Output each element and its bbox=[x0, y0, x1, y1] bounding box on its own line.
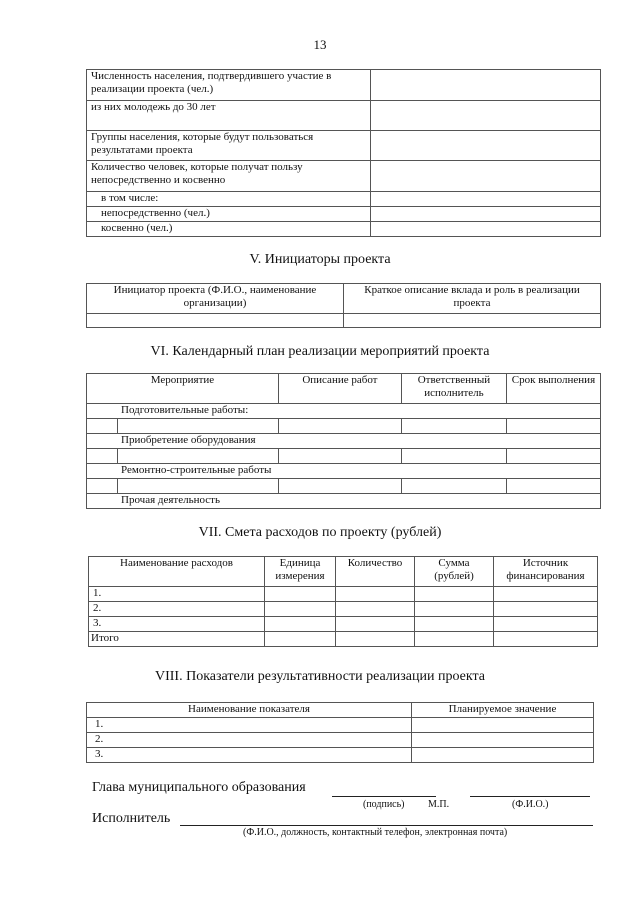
executor-line[interactable] bbox=[180, 825, 593, 826]
fio-line[interactable] bbox=[470, 796, 590, 797]
budget-table bbox=[88, 556, 598, 647]
table-cell[interactable] bbox=[412, 718, 594, 733]
table-cell[interactable] bbox=[87, 479, 118, 494]
value-cell[interactable] bbox=[371, 101, 601, 131]
table-cell[interactable] bbox=[118, 419, 279, 434]
column-header: Планируемое значение bbox=[412, 703, 594, 718]
table-cell[interactable] bbox=[336, 602, 415, 617]
table-cell[interactable] bbox=[278, 479, 401, 494]
section-title: VII. Смета расходов по проекту (рублей) bbox=[198, 525, 442, 540]
calendar-plan-table bbox=[86, 373, 601, 509]
table-cell[interactable] bbox=[415, 632, 494, 647]
total-label: Итого bbox=[89, 632, 265, 647]
table-cell[interactable] bbox=[506, 419, 600, 434]
column-header: Краткое описание вклада и роль в реализации проекта bbox=[344, 284, 601, 314]
table-cell[interactable] bbox=[494, 617, 598, 632]
table-cell[interactable] bbox=[412, 748, 594, 763]
table-cell: косвенно (чел.) bbox=[87, 222, 371, 237]
table-cell[interactable] bbox=[336, 587, 415, 602]
table-cell: непосредственно (чел.) bbox=[87, 207, 371, 222]
table-cell: Группы населения, которые будут пользоваться результатами проекта bbox=[87, 131, 371, 161]
group-row: Подготовительные работы: bbox=[87, 404, 601, 419]
table-cell[interactable] bbox=[265, 587, 336, 602]
table-cell[interactable] bbox=[336, 632, 415, 647]
column-header: Источник финансирования bbox=[494, 557, 598, 587]
stamp-caption: М.П. bbox=[428, 799, 450, 810]
fio-caption: (Ф.И.О.) bbox=[512, 799, 549, 810]
value-cell[interactable] bbox=[371, 70, 601, 101]
table-cell[interactable] bbox=[278, 419, 401, 434]
table-cell[interactable] bbox=[87, 419, 118, 434]
table-cell[interactable] bbox=[344, 314, 601, 328]
table-cell: 3. bbox=[89, 617, 265, 632]
table-cell[interactable] bbox=[265, 632, 336, 647]
table-cell: из них молодежь до 30 лет bbox=[87, 101, 371, 131]
group-row: Ремонтно-строительные работы bbox=[87, 464, 601, 479]
column-header: Наименование расходов bbox=[89, 557, 265, 587]
executor-label: Исполнитель bbox=[92, 811, 171, 826]
table-cell[interactable] bbox=[494, 632, 598, 647]
column-header: Инициатор проекта (Ф.И.О., наименование организации) bbox=[87, 284, 344, 314]
section-title: VIII. Показатели результативности реализации проекта bbox=[155, 669, 485, 684]
group-row: Прочая деятельность bbox=[87, 494, 601, 509]
table-cell: 2. bbox=[89, 602, 265, 617]
table-cell[interactable] bbox=[415, 617, 494, 632]
table-cell: 1. bbox=[87, 718, 412, 733]
table-cell[interactable] bbox=[265, 617, 336, 632]
table-cell[interactable] bbox=[87, 449, 118, 464]
signature-caption: (подпись) bbox=[363, 799, 405, 810]
value-cell[interactable] bbox=[371, 222, 601, 237]
table-cell: 1. bbox=[89, 587, 265, 602]
table-cell[interactable] bbox=[336, 617, 415, 632]
table-cell[interactable] bbox=[278, 449, 401, 464]
table-cell[interactable] bbox=[415, 587, 494, 602]
section-title: V. Инициаторы проекта bbox=[249, 252, 391, 267]
table-cell[interactable] bbox=[401, 449, 506, 464]
column-header: Количество bbox=[336, 557, 415, 587]
value-cell[interactable] bbox=[371, 192, 601, 207]
column-header: Срок выполнения bbox=[506, 374, 600, 404]
table-cell: в том числе: bbox=[87, 192, 371, 207]
column-header: Мероприятие bbox=[87, 374, 279, 404]
table-cell[interactable] bbox=[415, 602, 494, 617]
signature-line[interactable] bbox=[332, 796, 436, 797]
head-label: Глава муниципального образования bbox=[92, 780, 306, 795]
indicators-table bbox=[86, 702, 594, 763]
table-cell[interactable] bbox=[118, 449, 279, 464]
table-cell: 3. bbox=[87, 748, 412, 763]
table-cell[interactable] bbox=[401, 419, 506, 434]
table-cell[interactable] bbox=[506, 479, 600, 494]
table-cell[interactable] bbox=[87, 314, 344, 328]
table-cell: Количество человек, которые получат пользу непосредственно и косвенно bbox=[87, 161, 371, 192]
table-cell[interactable] bbox=[401, 479, 506, 494]
table-cell: 2. bbox=[87, 733, 412, 748]
initiators-table bbox=[86, 283, 601, 328]
value-cell[interactable] bbox=[371, 161, 601, 192]
column-header: Описание работ bbox=[278, 374, 401, 404]
table-cell[interactable] bbox=[265, 602, 336, 617]
column-header: Наименование показателя bbox=[87, 703, 412, 718]
table-cell[interactable] bbox=[412, 733, 594, 748]
value-cell[interactable] bbox=[371, 207, 601, 222]
table-cell[interactable] bbox=[494, 587, 598, 602]
column-header: Единица измерения bbox=[265, 557, 336, 587]
section-title: VI. Календарный план реализации мероприятий проекта bbox=[150, 344, 490, 359]
participation-table bbox=[86, 69, 601, 237]
table-cell[interactable] bbox=[506, 449, 600, 464]
group-row: Приобретение оборудования bbox=[87, 434, 601, 449]
value-cell[interactable] bbox=[371, 131, 601, 161]
column-header: Сумма (рублей) bbox=[415, 557, 494, 587]
table-cell[interactable] bbox=[118, 479, 279, 494]
column-header: Ответственный исполнитель bbox=[401, 374, 506, 404]
table-cell[interactable] bbox=[494, 602, 598, 617]
table-cell: Численность населения, подтвердившего участие в реализации проекта (чел.) bbox=[87, 70, 371, 101]
page-number: 13 bbox=[313, 37, 327, 52]
executor-caption: (Ф.И.О., должность, контактный телефон, электронная почта) bbox=[243, 827, 508, 838]
